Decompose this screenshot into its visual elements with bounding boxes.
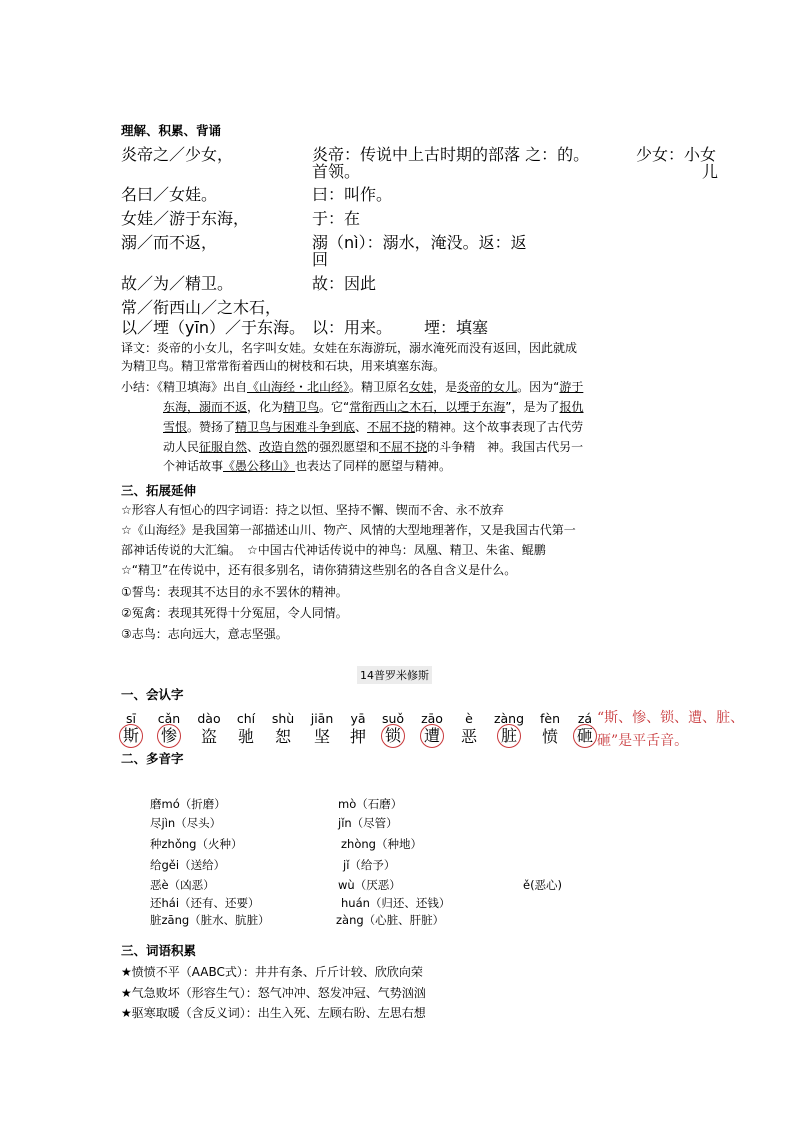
summary-text: 。精卫原名	[349, 380, 410, 394]
summary-underlined: 女娃	[409, 380, 434, 394]
text-line: 炎帝之／少女，	[121, 145, 234, 164]
text-line: 名曰／女娃。	[121, 185, 218, 204]
extension-line: ②冤禽：表现其死得十分冤屈，令人同情。	[121, 606, 348, 620]
pinyin: zàng	[493, 711, 525, 726]
extension-line: ☆《山海经》是我国第一部描述山川、物产、风情的大型地理著作，又是我国古代第一	[121, 523, 576, 537]
pinyin: chí	[236, 711, 256, 726]
note-line: “斯、惨、锁、遭、脏、	[597, 710, 745, 726]
lesson-title: 14普罗米修斯	[357, 666, 432, 684]
translation-line: 译文：炎帝的小女儿，名字叫女娃。女娃在东海游玩，溺水淹死而没有返回，因此就成	[121, 341, 578, 355]
pinyin: sī	[126, 711, 136, 726]
handwritten-note	[597, 707, 744, 753]
vocabulary-line: ★愤愤不平（AABC式）：井井有条、斤斤计较、欣欣向荣	[121, 965, 423, 979]
text-line: 女娃／游于东海，	[121, 209, 250, 228]
poly-reading: 种zhǒng（火种）	[150, 837, 243, 851]
note-line: 砸”是平舌音。	[597, 733, 689, 749]
summary-underlined: 《山海经・北山经》	[247, 380, 350, 394]
poly-reading: jǐ（给予）	[343, 858, 396, 872]
pinyin: suǒ	[381, 711, 405, 726]
extension-line: ①誓鸟：表现其不达目的永不罢休的精神。	[121, 585, 348, 599]
pinyin: dào	[197, 711, 221, 726]
summary-line	[163, 397, 584, 417]
poly-reading: mò（石磨）	[338, 797, 403, 811]
section-heading-understand: 理解、积累、背诵	[121, 123, 222, 138]
circled-character: 砸	[573, 724, 597, 748]
summary-underlined: 报仇	[559, 400, 584, 414]
summary-underlined: 《愚公移山》	[223, 459, 296, 473]
summary-underlined: 游于	[559, 380, 584, 394]
summary-text: ，是	[433, 380, 458, 394]
circled-character: 遭	[420, 724, 444, 748]
summary-text: 、	[247, 440, 260, 454]
annotation: 少女：小女	[636, 145, 717, 164]
annotation: 儿	[702, 162, 719, 181]
text-line: 常／衔西山／之木石，	[121, 298, 282, 317]
summary-text: 的强烈愿望和	[307, 440, 380, 454]
character: 盗	[200, 727, 217, 746]
annotation: 堙：填塞	[424, 318, 489, 337]
summary-underlined: 雪恨	[163, 420, 188, 434]
annotation: 炎帝：传说中上古时期的部落 之：的。	[312, 145, 590, 164]
text-line: 溺／而不返，	[121, 233, 218, 252]
section-heading-polyphonic: 二、多音字	[121, 751, 184, 766]
summary-text: ，化为	[247, 400, 284, 414]
extension-line: ☆“精卫”在传说中，还有很多别名，请你猜猜这些别名的各自含义是什么。	[121, 563, 517, 577]
poly-reading: zhòng（种地）	[341, 837, 422, 851]
poly-reading: 给gěi（送给）	[150, 858, 226, 872]
summary-line	[163, 456, 451, 476]
section-heading-vocabulary: 三、词语积累	[121, 943, 197, 958]
pinyin: fèn	[539, 711, 560, 726]
section-heading-recognize: 一、会认字	[121, 687, 184, 702]
poly-reading: 还hái（还有、还要）	[150, 896, 260, 910]
summary-line	[163, 437, 583, 457]
poly-reading: zàng（心脏、肝脏）	[336, 913, 445, 927]
text-line: 故／为／精卫。	[121, 274, 234, 293]
summary-underlined: 改造自然	[259, 440, 308, 454]
pinyin: shù	[271, 711, 295, 726]
summary-line	[163, 417, 583, 437]
annotation: 溺（nì）：溺水，淹没。返：返	[312, 233, 527, 252]
circled-character: 惨	[157, 724, 181, 748]
summary-underlined: 征服自然	[199, 440, 248, 454]
summary-text: 个神话故事	[163, 459, 224, 473]
pinyin: zá	[577, 711, 593, 726]
poly-reading: 磨mó（折磨）	[150, 797, 226, 811]
poly-reading: 恶è（凶恶）	[150, 878, 215, 892]
summary-underlined: 精卫鸟与困难斗争到底	[235, 420, 356, 434]
annotation: 曰：叫作。	[312, 185, 393, 204]
summary-text: ”，是为了	[505, 400, 560, 414]
poly-reading: 脏zāng（脏水、肮脏）	[150, 913, 270, 927]
summary-line	[121, 377, 583, 397]
extension-line: ③志鸟：志向远大，意志坚强。	[121, 627, 288, 641]
summary-text: 动人民	[163, 440, 200, 454]
summary-text: 。因为“	[517, 380, 560, 394]
summary-text: 的精神。这个故事表现了古代劳	[415, 420, 584, 434]
pinyin: zāo	[421, 711, 443, 726]
poly-reading: 尽jìn（尽头）	[150, 816, 222, 830]
summary-text: 也表达了同样的愿望与精神。	[295, 459, 452, 473]
annotation: 以：用来。	[312, 318, 393, 337]
section-heading-extension: 三、拓展延伸	[121, 483, 197, 498]
summary-text: 、	[355, 420, 368, 434]
character: 坚	[313, 727, 330, 746]
summary-underlined: 炎帝的女儿	[457, 380, 518, 394]
character: 愤	[541, 727, 558, 746]
summary-underlined: 不屈不挠	[379, 440, 428, 454]
character: 押	[349, 727, 366, 746]
character: 恕	[274, 727, 291, 746]
summary-text: 的斗争精 神。我国古代另一	[427, 440, 584, 454]
summary-underlined: 常衔西山之木石，以堙于东海	[349, 400, 506, 414]
poly-reading: jǐn（尽管）	[338, 816, 398, 830]
summary-underlined: 不屈不挠	[367, 420, 416, 434]
summary-underlined: 精卫鸟	[283, 400, 320, 414]
translation-line: 为精卫鸟。精卫常常衔着西山的树枝和石块，用来填塞东海。	[121, 359, 446, 373]
summary-text: 小结：《精卫填海》出自	[121, 380, 248, 394]
summary-text: 。它“	[319, 400, 350, 414]
pinyin: cǎn	[157, 711, 181, 726]
extension-line: 部神话传说的大汇编。 ☆中国古代神话传说中的神鸟：凤凰、精卫、朱雀、鲲鹏	[121, 543, 546, 557]
pinyin: è	[465, 711, 473, 726]
poly-reading: wù（厌恶）	[338, 878, 401, 892]
text-line: 以／堙（yīn）／于东海。	[121, 318, 306, 337]
pinyin: jiān	[310, 711, 334, 726]
circled-character: 锁	[381, 724, 405, 748]
character: 恶	[460, 727, 477, 746]
circled-character: 脏	[497, 724, 521, 748]
summary-text: 。赞扬了	[187, 420, 236, 434]
extension-line: ☆形容人有恒心的四字词语：持之以恒、坚持不懈、锲而不舍、永不放弃	[121, 503, 504, 517]
annotation: 故：因此	[312, 274, 377, 293]
circled-character: 斯	[119, 724, 143, 748]
annotation: 于：在	[312, 209, 361, 228]
poly-reading: huán（归还、还钱）	[341, 896, 451, 910]
poly-reading: ě(恶心)	[523, 878, 563, 892]
pinyin: yā	[350, 711, 366, 726]
annotation: 回	[312, 250, 329, 269]
character: 驰	[237, 727, 254, 746]
vocabulary-line: ★驱寒取暖（含反义词）：出生入死、左顾右盼、左思右想	[121, 1006, 426, 1020]
summary-underlined: 东海，溺而不返	[163, 400, 248, 414]
annotation: 首领。	[312, 162, 361, 181]
vocabulary-line: ★气急败坏（形容生气）：怒气冲冲、怒发冲冠、气势汹汹	[121, 986, 426, 1000]
